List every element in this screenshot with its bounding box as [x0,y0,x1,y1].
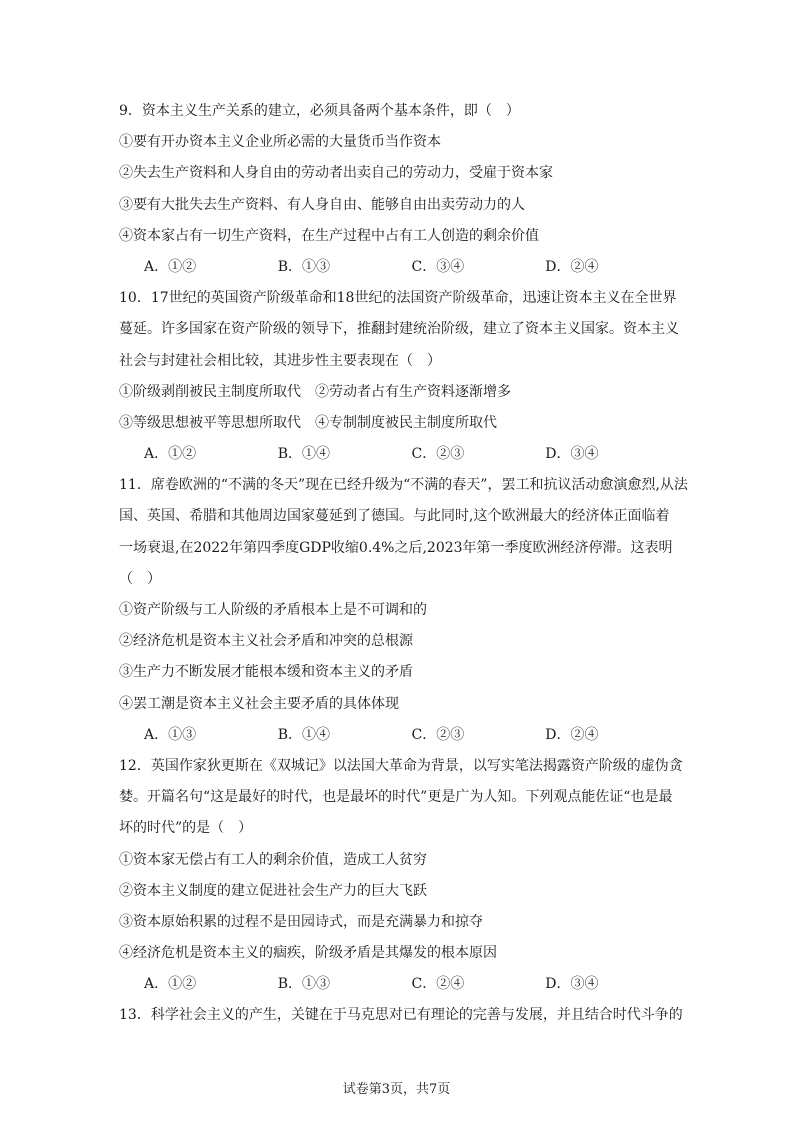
question-line: （ ） [119,570,161,587]
answer-option[interactable]: B．①④ [277,726,331,743]
answer-option[interactable]: A．①② [144,446,197,463]
answer-options [119,969,679,1000]
answer-options [119,720,679,751]
answer-option[interactable]: C．③④ [411,258,465,275]
answer-option[interactable]: A．①② [144,258,197,275]
question-line: ④经济危机是资本主义的痼疾，阶级矛盾是其爆发的根本原因 [119,945,497,962]
question-line: ①要有开办资本主义企业所必需的大量货币当作资本 [119,134,441,151]
question-stem: 10．17世纪的英国资产阶级革命和18世纪的法国资产阶级革命，迅速让资本主义在全世界 [119,290,677,307]
question-line: ①资本家无偿占有工人的剩余价值，造成工人贫穷 [119,851,427,868]
question-block [119,470,688,751]
answer-option[interactable]: B．①④ [277,446,331,463]
question-line: ③生产力不断发展才能根本缓和资本主义的矛盾 [119,664,413,681]
answer-option[interactable]: D．②④ [545,726,599,743]
answer-option[interactable]: A．①② [144,976,197,993]
answer-options [119,439,679,470]
question-line: 蔓延。许多国家在资产阶级的领导下，推翻封建统治阶级，建立了资本主义国家。资本主义 [119,321,679,338]
question-line: ④罢工潮是资本主义社会主要矛盾的具体体现 [119,695,399,712]
question-line: 婪。开篇名句“这是最好的时代，也是最坏的时代”更是广为人知。下列观点能佐证“也是最 [119,789,673,806]
question-line: 一场衰退,在2022年第四季度GDP收缩0.4%之后,2023年第一季度欧洲经济停滞。这表明 [119,539,673,556]
answer-option[interactable]: B．①③ [277,258,331,275]
answer-option[interactable]: A．①③ [144,726,197,743]
answer-option[interactable]: B．①③ [277,976,331,993]
question-block [119,96,679,283]
answer-option[interactable]: C．②③ [411,726,465,743]
question-stem: 12．英国作家狄更斯在《双城记》以法国大革命为背景，以写实笔法揭露资产阶级的虚伪贪 [119,757,683,774]
question-block [119,283,679,470]
answer-option[interactable]: D．②④ [545,258,599,275]
question-stem: 11．席卷欧洲的“不满的冬天”现在已经升级为“不满的春天”，罢工和抗议活动愈演愈烈,从法 [119,477,688,494]
question-line: ①阶级剥削被民主制度所取代 ②劳动者占有生产资料逐渐增多 [119,383,511,400]
exam-page [119,96,688,1032]
question-block [119,1000,683,1031]
page-footer: 试卷第3页，共7页 [342,1082,451,1097]
question-line: 坏的时代”的是（ ） [119,820,253,837]
question-line: ②经济危机是资本主义社会矛盾和冲突的总根源 [119,633,413,650]
answer-option[interactable]: D．③④ [545,976,599,993]
answer-option[interactable]: C．②③ [411,446,465,463]
question-line: ④资本家占有一切生产资料，在生产过程中占有工人创造的剩余价值 [119,227,539,244]
answer-option[interactable]: D．③④ [545,446,599,463]
question-stem: 9．资本主义生产关系的建立，必须具备两个基本条件，即（ ） [119,103,520,119]
question-line: ③等级思想被平等思想所取代 ④专制制度被民主制度所取代 [119,414,497,431]
question-line: ②资本主义制度的建立促进社会生产力的巨大飞跃 [119,882,427,899]
answer-options [119,252,679,283]
question-line: 国、英国、希腊和其他周边国家蔓延到了德国。与此同时,这个欧洲最大的经济体正面临着 [119,508,670,525]
question-line: ①资产阶级与工人阶级的矛盾根本上是不可调和的 [119,602,427,618]
question-line: ③要有大批失去生产资料、有人身自由、能够自由出卖劳动力的人 [119,196,525,213]
question-line: 社会与封建社会相比较，其进步性主要表现在（ ） [119,352,441,369]
question-line: ③资本原始积累的过程不是田园诗式，而是充满暴力和掠夺 [119,913,483,930]
question-block [119,751,683,1001]
answer-option[interactable]: C．②④ [411,976,465,993]
question-line: ②失去生产资料和人身自由的劳动者出卖自己的劳动力，受雇于资本家 [119,165,553,182]
question-stem: 13．科学社会主义的产生，关键在于马克思对已有理论的完善与发展，并且结合时代斗争的 [119,1007,683,1024]
